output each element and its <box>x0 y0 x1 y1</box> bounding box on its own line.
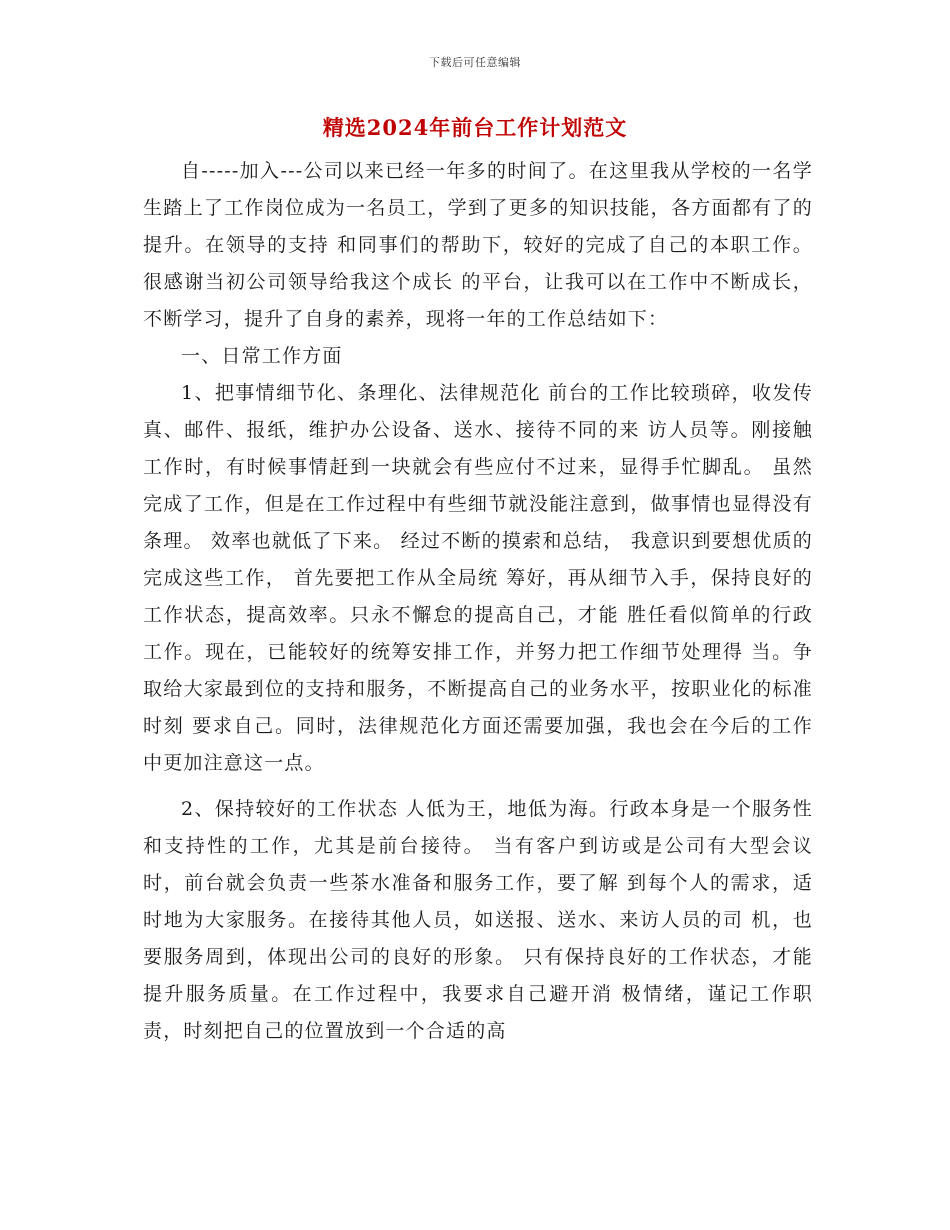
page-header-note: 下载后可任意编辑 <box>429 56 521 69</box>
section-heading-daily-work: 一、日常工作方面 <box>181 345 343 367</box>
paragraph-item-2: 2、保持较好的工作状态 人低为王，地低为海。行政本身是一个服务性和支持性的工作，尤其是前台接待。 当有客户到访或是公司有大型会议时，前台就会负责一些茶水准备和服务工作，要了解 到每个人的需求，适时地为大家服务。在接待其他人员，如送报、送水、来访人员的司 机，也要服务周到，体现出公司的良好的形象。 只有保持良好的工作状态，才能提升服务质量。在工作过程中，我要求自己避开消 极情绪，谨记工作职责，时刻把自己的位置放到一个合适的高 <box>143 798 813 1042</box>
paragraph-item-1: 1、把事情细节化、条理化、法律规范化 前台的工作比较琐碎，收发传真、邮件、报纸，维护办公设备、送水、接待不同的来 访人员等。刚接触工作时，有时候事情赶到一块就会有些应付不过来，显得手忙脚乱。 虽然完成了工作，但是在工作过程中有些细节就没能注意到，做事情也显得没有条理。 效率也就低了下来。 经过不断的摸索和总结， 我意识到要想优质的完成这些工作， 首先要把工作从全局统 筹好，再从细节入手，保持良好的工作状态，提高效率。只永不懈怠的提高自己，才能 胜任看似简单的行政工作。现在，已能较好的统筹安排工作，并努力把工作细节处理得 当。争取给大家最到位的支持和服务，不断提高自己的业务水平，按职业化的标准时刻 要求自己。同时，法律规范化方面还需要加强，我也会在今后的工作中更加注意这一点。 <box>143 382 813 774</box>
paragraph-intro: 自-----加入---公司以来已经一年多的时间了。在这里我从学校的一名学生踏上了工作岗位成为一名员工，学到了更多的知识技能，各方面都有了的提升。在领导的支持 和同事们的帮助下，较好的完成了自己的本职工作。很感谢当初公司领导给我这个成长 的平台，让我可以在工作中不断成长，不断学习，提升了自身的素养，现将一年的工作总结如下： <box>143 160 813 330</box>
document-title: 精选2024年前台工作计划范文 <box>322 115 628 140</box>
document-body <box>143 153 813 1050</box>
